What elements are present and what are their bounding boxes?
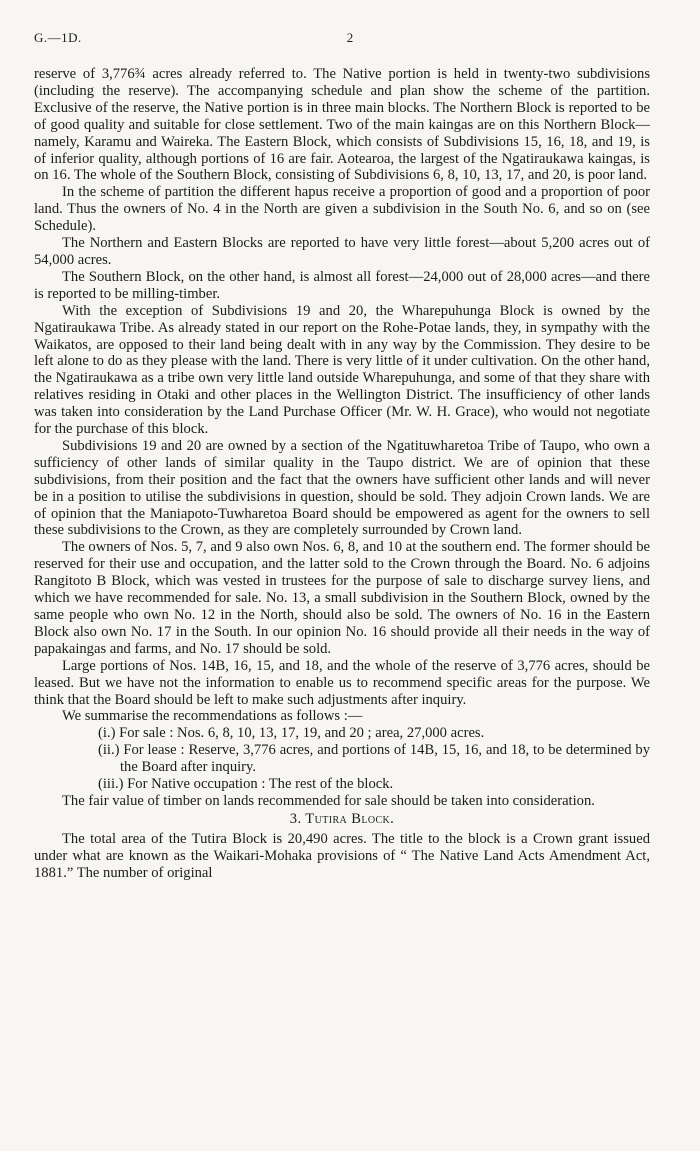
paragraph-summary-intro: We summarise the recommendations as follows :— (62, 708, 363, 725)
document-reference: G.—1D. (34, 30, 82, 45)
document-body (34, 66, 650, 882)
recommendation-item: (iii.) For Native occupation : The rest of the block. (98, 776, 394, 793)
recommendation-item: (i.) For sale : Nos. 6, 8, 10, 13, 17, 19, and 20 ; area, 27,000 acres. (98, 725, 485, 742)
paragraph-southern-forest: The Southern Block, on the other hand, is almost all forest—24,000 out of 28,000 acres—and there is reported to be milling-timber. (34, 268, 650, 302)
section-heading: 3. Tutira Block. (289, 810, 395, 827)
paragraph-subdivisions-19-20: Subdivisions 19 and 20 are owned by a section of the Ngatituwharetoa Tribe of Taupo, who own a sufficiency of other lands of similar quality in the Taupo district. We are of opinion that these subdivisions, from their position and the fact that the owners have sufficient other lands and will never be in a position to utilise the subdivisions in question, should be sold. They adjoin Crown lands. We are of opinion that the Maniapoto-Tuwharetoa Board should be empowered as agent for the owners to sell these subdivisions to the Crown, as they are completely surrounded by Crown land. (34, 437, 650, 539)
paragraph-northern-eastern-forest: The Northern and Eastern Blocks are reported to have very little forest—about 5,200 acres out of 54,000 acres. (34, 235, 650, 268)
paragraph-partition-scheme: In the scheme of partition the different hapus receive a proportion of good and a proportion of poor land. Thus the owners of No. 4 in the North are given a subdivision in the South No. 6, and so on (see Schedule). (34, 184, 650, 235)
paragraph-reserve: reserve of 3,776¾ acres already referred to. The Native portion is held in twenty-two subdivisions (including the reserve). The accompanying schedule and plan show the scheme of the partition. Exclusive of the reserve, the Native portion is in three main blocks. The Northern Block is reported to be of good quality and suitable for close settlement. Two of the main kaingas are on this Northern Block—namely, Karamu and Waireka. The Eastern Block, which consists of Subdivisions 15, 16, 18, and 19, is of inferior quality, although portions of 16 are fair. Aotearoa, the largest of the Ngatiraukawa kaingas, is on 16. The whole of the Southern Block, consisting of Subdivisions 6, 8, 10, 13, 17, and 20, is poor land. (34, 66, 650, 184)
paragraph-southern-owners: The owners of Nos. 5, 7, and 9 also own Nos. 6, 8, and 10 at the southern end. The former should be reserved for their use and occupation, and the latter sold to the Crown through the Board. No. 6 adjoins Rangitoto B Block, which was vested in trustees for the purpose of sale to discharge survey liens, and which we have recommended for sale. No. 13, a small subdivision in the Southern Block, owned by the same people who own No. 12 in the North, should also be sold. The owners of No. 16 in the Eastern Block also own No. 17 in the South. In our opinion No. 16 should provide all their needs in the way of papakaingas and farms, and No. 17 should be sold. (34, 539, 650, 657)
page-number: 2 (346, 30, 354, 45)
recommendation-item: (ii.) For lease : Reserve, 3,776 acres, and portions of 14B, 15, 16, and 18, to be determined by the Board after inquiry. (98, 742, 650, 776)
paragraph-leasing: Large portions of Nos. 14B, 16, 15, and 18, and the whole of the reserve of 3,776 acres, should be leased. But we have not the information to enable us to recommend specific areas for the purpose. We think that the Board should be left to make such adjustments after inquiry. (34, 657, 650, 708)
page-header (34, 30, 666, 50)
paragraph-tutira: The total area of the Tutira Block is 20,490 acres. The title to the block is a Crown grant issued under what are known as the Waikari-Mohaka provisions of “ The Native Land Acts Amendment Act, 1881.” The number of original (34, 830, 650, 881)
paragraph-ngatiraukawa: With the exception of Subdivisions 19 and 20, the Wharepuhunga Block is owned by the Ngatiraukawa Tribe. As already stated in our report on the Rohe-Potae lands, they, in sympathy with the Waikatos, are opposed to their land being dealt with in any way by the Commission. They desire to be left alone to do as they please with the land. There is very little of it under cultivation. On the other hand, the Ngatiraukawa as a tribe own very little land outside Wharepuhunga, and some of that they share with relatives residing in Otaki and other places in the Wellington District. The insufficiency of other lands was taken into consideration by the Land Purchase Officer (Mr. W. H. Grace), who would not negotiate for the purchase of this block. (34, 302, 650, 438)
paragraph-timber-note: The fair value of timber on lands recommended for sale should be taken into consideration. (62, 792, 595, 809)
